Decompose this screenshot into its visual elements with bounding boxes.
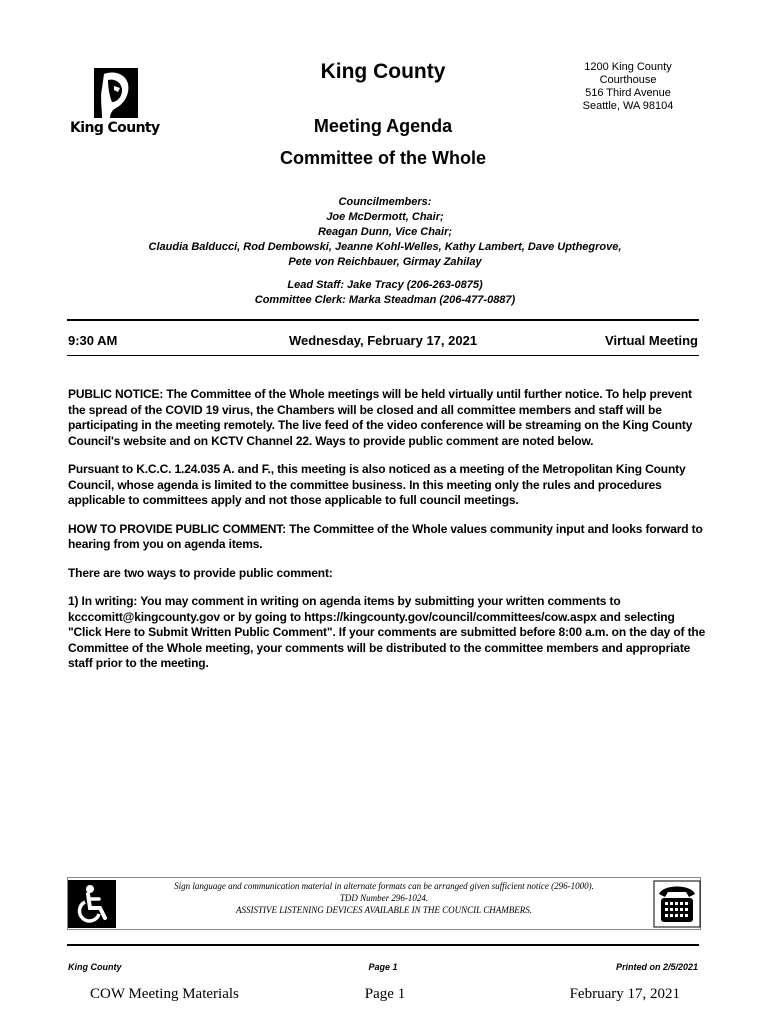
members-line: Claudia Balducci, Rod Dembowski, Jeanne Kohl-Welles, Kathy Lambert, Dave Upthegrove, <box>148 241 622 253</box>
packet-title: COW Meeting Materials <box>90 986 239 1002</box>
divider <box>67 319 699 321</box>
members-line: Pete von Reichbauer, Girmay Zahilay <box>288 256 482 268</box>
members-line: Joe McDermott, Chair; <box>326 211 444 223</box>
mlk-portrait-icon <box>94 68 138 118</box>
in-writing-paragraph: 1) In writing: You may comment in writing on agenda items by submitting your written comments to kcccomitt@kingcounty.gov or by going to https://kingcounty.gov/council/committees/cow.aspx and selecting "Click Here to Submit Written Public Comment". If your comments are submitted before 8:00 a.m. on the day of the Committee of the Whole meeting, your comments will be distributed to the committee members and appropriate staff prior to the meeting. <box>68 594 706 670</box>
meeting-time: 9:30 AM <box>68 333 118 348</box>
meeting-date: Wednesday, February 17, 2021 <box>288 333 478 348</box>
address-line: 1200 King County <box>584 61 672 73</box>
logo-wordmark: King County <box>70 120 160 136</box>
meeting-location: Virtual Meeting <box>605 333 698 348</box>
agenda-body <box>68 387 708 685</box>
address-line: Courthouse <box>599 74 657 86</box>
footer-printed: Printed on 2/5/2021 <box>615 962 698 972</box>
lead-staff: Lead Staff: Jake Tracy (206-263-0875) <box>287 279 483 291</box>
wheelchair-icon <box>68 880 116 928</box>
committee-title: Committee of the Whole <box>280 148 486 168</box>
members-line: Reagan Dunn, Vice Chair; <box>317 226 453 238</box>
tdd-phone-icon <box>653 880 701 928</box>
public-notice-paragraph: PUBLIC NOTICE: The Committee of the Whole meetings will be held virtually until further notice. To help prevent the spread of the COVID 19 virus, the Chambers will be closed and all committee members and staff will be participating in the meeting remotely. The live feed of the video conference will be streaming on the King County Council's website and on KCTV Channel 22. Ways to provide public comment are noted below. <box>68 387 693 448</box>
address-line: 516 Third Avenue <box>585 87 671 99</box>
packet-page: Page 1 <box>364 986 406 1002</box>
sign-language-line: Sign language and communication material in alternate formats can be arranged given sufficient notice (296-1000). <box>174 881 594 891</box>
org-title: King County <box>320 60 446 83</box>
packet-date: February 17, 2021 <box>569 986 680 1002</box>
address-line: Seattle, WA 98104 <box>582 100 674 112</box>
footer-org: King County <box>68 962 122 972</box>
kcc-paragraph: Pursuant to K.C.C. 1.24.035 A. and F., this meeting is also noticed as a meeting of the Metropolitan King County Council, whose agenda is limited to the committee business. In this meeting only the rules and procedures applicable to committees apply and not those applicable to full council meetings. <box>68 462 686 507</box>
divider <box>67 355 699 356</box>
staff-block <box>40 278 730 308</box>
councilmembers-block <box>40 195 730 270</box>
accessibility-text <box>120 880 648 916</box>
agenda-title: Meeting Agenda <box>313 116 453 136</box>
tdd-line: TDD Number 296-1024. <box>339 893 429 903</box>
ways-paragraph: There are two ways to provide public comment: <box>68 565 333 580</box>
king-county-logo <box>68 68 164 140</box>
address-block <box>560 61 696 113</box>
members-heading: Councilmembers: <box>338 196 432 208</box>
divider <box>67 944 699 946</box>
committee-clerk: Committee Clerk: Marka Steadman (206-477-0887) <box>254 294 516 306</box>
footer-page: Page 1 <box>368 962 398 972</box>
public-comment-paragraph: HOW TO PROVIDE PUBLIC COMMENT: The Committee of the Whole values community input and looks forward to hearing from you on agenda items. <box>68 521 703 551</box>
assistive-devices-line: ASSISTIVE LISTENING DEVICES AVAILABLE IN THE COUNCIL CHAMBERS. <box>235 905 533 915</box>
